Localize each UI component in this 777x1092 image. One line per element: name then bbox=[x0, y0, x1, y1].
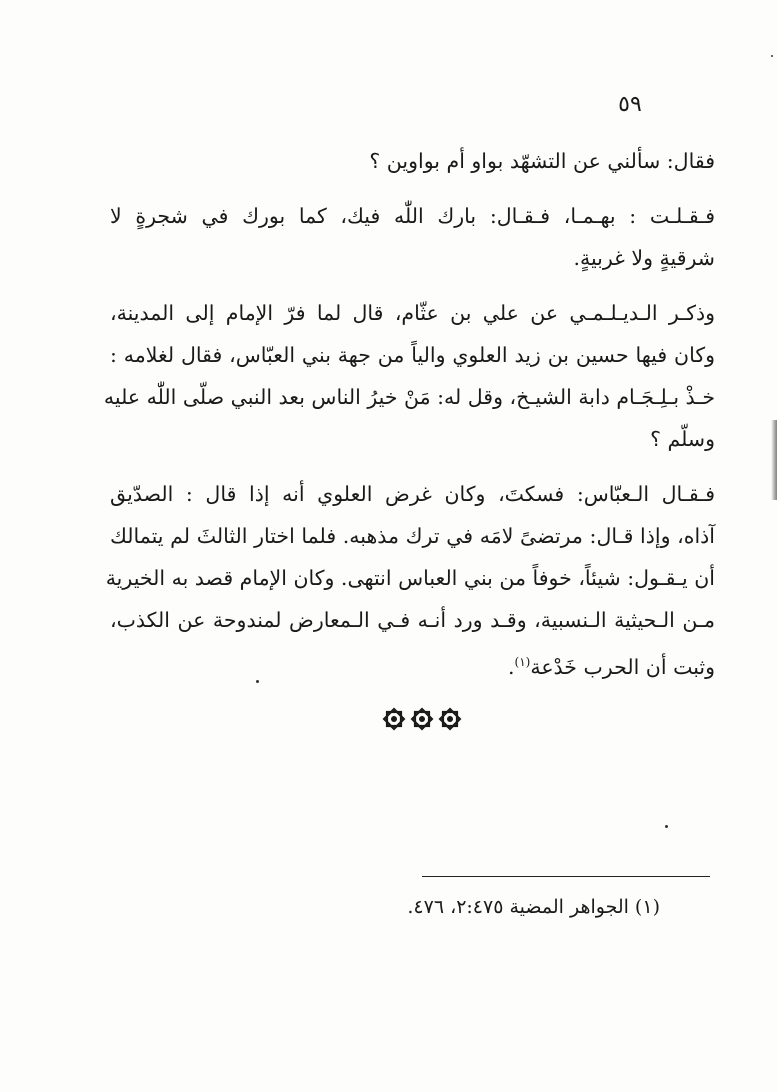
text-line: آذاه، وإذا قـال: مرتضىً لامَه في ترك مذهبه. فلما اختار الثالثَ لم يتمالك bbox=[110, 524, 715, 548]
end-punctuation: . bbox=[507, 654, 515, 679]
text-line: أن يـقـول: شيئاً، خوفاً من بني العباس انتهى. وكان الإمام قصد به الخيرية bbox=[105, 566, 715, 590]
text-line: وكان فيها حسين بن زيد العلوي والياً من جهة بني العبّاس، فقال لغلامه : bbox=[110, 343, 715, 367]
eight-point-star-icon bbox=[438, 707, 462, 731]
paragraph bbox=[105, 473, 715, 688]
eight-point-star-icon bbox=[382, 707, 406, 731]
text-line: فـقـال الـعبّاس: فسكتَ، وكان غرض العلوي أنه إذا قال : الصدّيق bbox=[110, 482, 715, 506]
paragraph bbox=[103, 292, 715, 460]
scan-speck bbox=[771, 55, 773, 57]
text-line: وسلّم ؟ bbox=[650, 427, 715, 451]
text-line: شرقيةٍ ولا غربيةٍ. bbox=[573, 246, 715, 270]
footnote: (١) الجواهر المضية ٢:٤٧٥، ٤٧٦. bbox=[407, 896, 660, 918]
page-number: ٥٩ bbox=[618, 92, 642, 117]
section-ornament bbox=[382, 705, 462, 733]
text-line-content: وثبت أن الحرب خَدْعة bbox=[530, 654, 715, 679]
scan-speck bbox=[665, 825, 668, 828]
text-line: خـذْ بـلِـجَـام دابة الشيـخ، وقل له: مَنْ خيرُ الناس بعد النبي صلّى اللّٰه عليه bbox=[103, 385, 715, 409]
text-line-final bbox=[110, 641, 715, 688]
text-line: وذكـر الـديـلـمـي عن علي بن عثّام، قال لما فرّ الإمام إلى المدينة، bbox=[110, 301, 715, 325]
footnote-marker: (١) bbox=[514, 655, 531, 669]
paragraph bbox=[110, 140, 715, 182]
text-line: مـن الـحيثية الـنسبية، وقـد ورد أنـه فـي الـمعارض لمندوحة عن الكذب، bbox=[110, 608, 715, 632]
scan-speck bbox=[256, 680, 259, 683]
footnote-divider bbox=[422, 876, 710, 877]
text-line: فـقـلـت : بهـمـا، فـقـال: بارك اللّٰه فيك، كما بورك في شجرةٍ لا bbox=[110, 204, 715, 228]
scan-edge-shadow bbox=[771, 420, 777, 500]
text-line: فقال: سألني عن التشهّد بواو أم بواوين ؟ bbox=[369, 149, 715, 173]
paragraph bbox=[110, 195, 715, 279]
body-text bbox=[103, 140, 715, 688]
eight-point-star-icon bbox=[410, 707, 434, 731]
